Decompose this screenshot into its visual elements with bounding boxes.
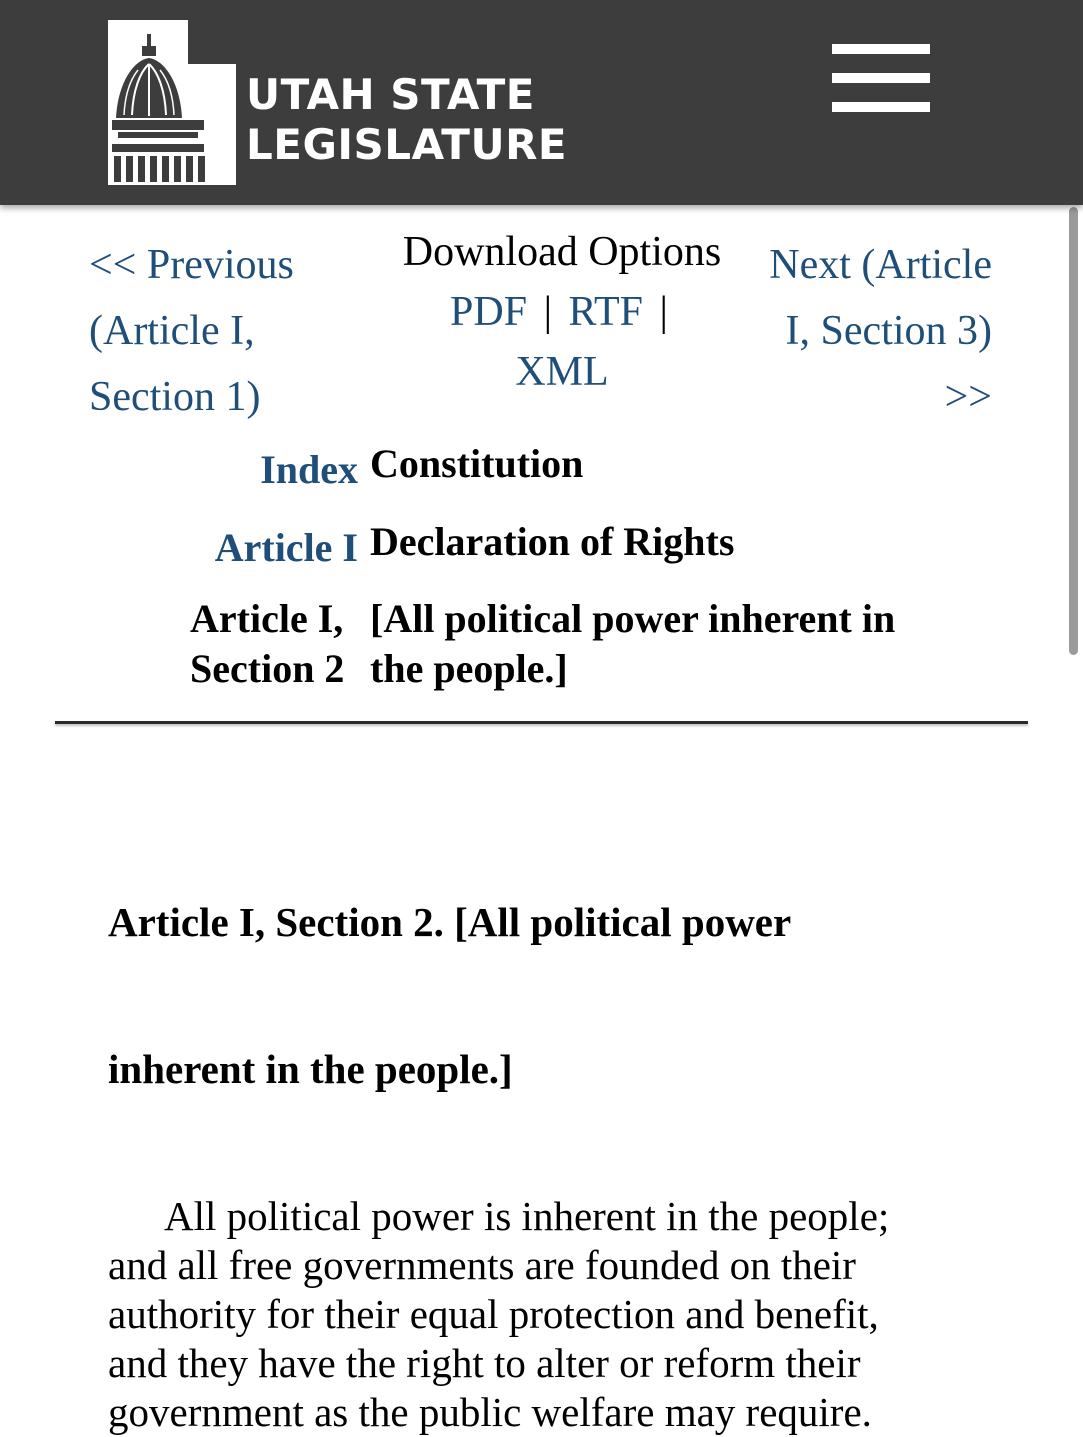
section-title-line: [All political power inherent in bbox=[370, 596, 896, 641]
section-title bbox=[370, 594, 895, 694]
section-divider bbox=[55, 721, 1028, 724]
download-rtf-link[interactable]: RTF bbox=[568, 289, 644, 335]
capitol-dome-icon[interactable] bbox=[108, 20, 236, 185]
previous-link-line: << Previous bbox=[89, 242, 294, 288]
section-label-line: Article I, bbox=[190, 596, 344, 641]
download-options-title: Download Options bbox=[402, 229, 722, 275]
section-content bbox=[108, 800, 1008, 1437]
previous-link-line: (Article I, bbox=[89, 308, 255, 354]
brand-line-2: LEGISLATURE bbox=[246, 120, 568, 169]
download-pdf-link[interactable]: PDF bbox=[450, 289, 528, 335]
section-body-line: government as the public welfare may require. bbox=[108, 1389, 872, 1435]
next-link-line: >> bbox=[944, 374, 992, 420]
section-body-line: and they have the right to alter or reform their bbox=[108, 1340, 861, 1386]
separator: | bbox=[659, 289, 668, 335]
download-xml-link[interactable]: XML bbox=[515, 349, 609, 395]
section-body-line: All political power is inherent in the people; bbox=[164, 1193, 890, 1239]
site-header bbox=[0, 0, 1083, 205]
download-links bbox=[372, 282, 752, 342]
hamburger-menu-icon[interactable] bbox=[832, 44, 930, 112]
page-scrollbar[interactable] bbox=[1066, 205, 1083, 1200]
section-body-line: authority for their equal protection and benefit, bbox=[108, 1291, 879, 1337]
next-link-line: Next (Article bbox=[769, 242, 992, 288]
scrollbar-thumb[interactable] bbox=[1069, 207, 1078, 655]
download-options bbox=[372, 222, 752, 402]
download-links-row-2 bbox=[372, 342, 752, 402]
index-link[interactable]: Index bbox=[260, 447, 358, 492]
separator: | bbox=[543, 289, 553, 335]
article-value: Declaration of Rights bbox=[370, 519, 735, 564]
article-link[interactable]: Article I bbox=[214, 525, 358, 570]
brand-line-1: UTAH STATE bbox=[246, 70, 535, 119]
section-body-line: and all free governments are founded on their bbox=[108, 1242, 856, 1288]
section-label-line: Section 2 bbox=[190, 646, 345, 691]
section-label bbox=[190, 594, 344, 694]
section-title-line: the people.] bbox=[370, 646, 568, 691]
next-link-line: I, Section 3) bbox=[785, 308, 992, 354]
next-section-link[interactable] bbox=[740, 232, 992, 430]
site-brand[interactable] bbox=[246, 70, 567, 170]
index-value: Constitution bbox=[370, 441, 584, 486]
previous-section-link[interactable] bbox=[89, 232, 339, 430]
section-heading-line: inherent in the people.] bbox=[108, 1046, 513, 1092]
previous-link-line: Section 1) bbox=[89, 374, 261, 420]
section-body bbox=[108, 1192, 1008, 1437]
section-heading-line: Article I, Section 2. [All political power bbox=[108, 899, 792, 945]
section-heading bbox=[108, 800, 1008, 1192]
